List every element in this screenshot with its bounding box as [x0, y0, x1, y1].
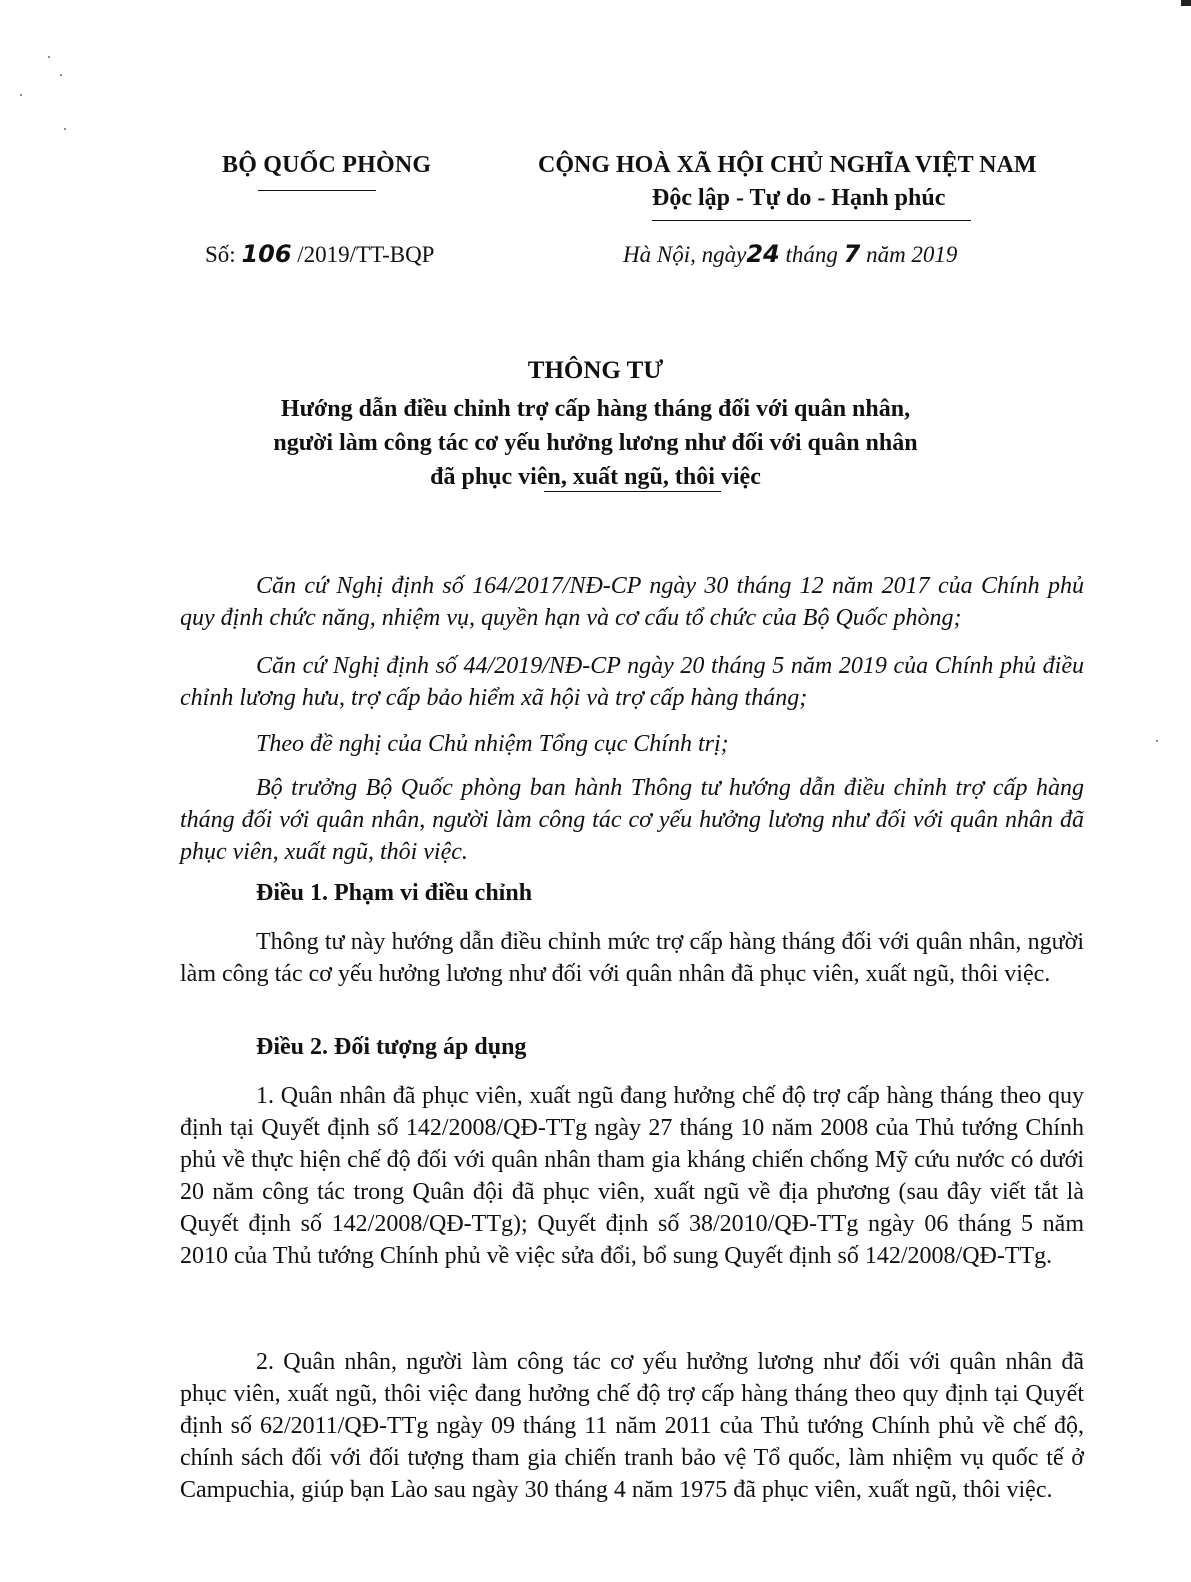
- preamble-paragraph: Căn cứ Nghị định số 44/2019/NĐ-CP ngày 20 tháng 5 năm 2019 của Chính phủ điều chỉnh lương hưu, trợ cấp bảo hiểm xã hội và trợ cấp hàng tháng;: [180, 653, 1084, 711]
- subtitle-line: đã phục viên, xuất ngũ, thôi việc: [430, 464, 761, 490]
- document-subtitle: [0, 392, 1191, 494]
- ministry-name: BỘ QUỐC PHÒNG: [222, 152, 432, 178]
- document-number: [205, 240, 434, 268]
- date-month: 7: [843, 240, 861, 268]
- scan-speck: [48, 56, 50, 58]
- document-type: THÔNG TƯ: [527, 357, 664, 384]
- date-day: 24: [746, 240, 780, 268]
- date-place: Hà Nội, ngày: [623, 242, 747, 267]
- subtitle-line: Hướng dẫn điều chỉnh trợ cấp hàng tháng đối với quân nhân,: [280, 396, 911, 422]
- national-motto: Độc lập - Tự do - Hạnh phúc: [652, 185, 946, 211]
- ministry-underline: [258, 190, 376, 191]
- preamble-paragraph: Căn cứ Nghị định số 164/2017/NĐ-CP ngày 30 tháng 12 năm 2017 của Chính phủ quy định chức năng, nhiệm vụ, quyền hạn và cơ cấu tổ chức của Bộ Quốc phòng;: [180, 573, 1084, 631]
- article-2-item: 2. Quân nhân, người làm công tác cơ yếu hưởng lương như đối với quân nhân đã phục viên, xuất ngũ, thôi việc đang hưởng chế độ trợ cấp hàng tháng theo quy định tại Quyết định số 62/2011/QĐ-TTg ngày 09 tháng 11 năm 2011 của Thủ tướng Chính phủ về chế độ, chính sách đối với đối tượng tham gia chiến tranh bảo vệ Tổ quốc, làm nhiệm vụ quốc tế ở Campuchia, giúp bạn Lào sau ngày 30 tháng 4 năm 1975 đã phục viên, xuất ngũ, thôi việc.: [180, 1349, 1084, 1503]
- doc-number-handwritten: 106: [241, 240, 292, 268]
- doc-number-prefix: Số:: [205, 242, 236, 267]
- date-year: năm 2019: [866, 242, 958, 267]
- scan-speck: [20, 94, 22, 96]
- scan-speck: [1156, 740, 1158, 742]
- preamble-paragraph: Theo đề nghị của Chủ nhiệm Tổng cục Chính trị;: [256, 731, 729, 757]
- article-1-text: Thông tư này hướng dẫn điều chỉnh mức trợ cấp hàng tháng đối với quân nhân, người làm công tác cơ yếu hưởng lương như đối với quân nhân đã phục viên, xuất ngũ, thôi việc.: [180, 929, 1084, 987]
- subtitle-line: người làm công tác cơ yếu hưởng lương như đối với quân nhân: [273, 430, 918, 456]
- scan-edge-mark: [1181, 0, 1191, 6]
- article-1-heading: Điều 1. Phạm vi điều chỉnh: [256, 880, 533, 906]
- country-name: CỘNG HOÀ XÃ HỘI CHỦ NGHĨA VIỆT NAM: [538, 152, 1037, 178]
- subtitle-underline: [544, 491, 721, 492]
- motto-underline: [652, 220, 971, 221]
- scan-speck: [60, 74, 62, 76]
- article-2-item: 1. Quân nhân đã phục viên, xuất ngũ đang hưởng chế độ trợ cấp hàng tháng theo quy định tại Quyết định số 142/2008/QĐ-TTg ngày 27 tháng 10 năm 2008 của Thủ tướng Chính phủ về thực hiện chế độ đối với quân nhân tham gia kháng chiến chống Mỹ cứu nước có dưới 20 năm công tác trong Quân đội đã phục viên, xuất ngũ về địa phương (sau đây viết tắt là Quyết định số 142/2008/QĐ-TTg); Quyết định số 38/2010/QĐ-TTg ngày 06 tháng 5 năm 2010 của Thủ tướng Chính phủ về việc sửa đổi, bổ sung Quyết định số 142/2008/QĐ-TTg.: [180, 1083, 1084, 1269]
- article-2-heading: Điều 2. Đối tượng áp dụng: [256, 1034, 527, 1060]
- date-month-label: tháng: [785, 242, 838, 267]
- doc-number-suffix: /2019/TT-BQP: [297, 242, 435, 267]
- scan-speck: [64, 128, 66, 130]
- preamble-paragraph: Bộ trưởng Bộ Quốc phòng ban hành Thông tư hướng dẫn điều chỉnh trợ cấp hàng tháng đối với quân nhân, người làm công tác cơ yếu hưởng lương như đối với quân nhân đã phục viên, xuất ngũ, thôi việc.: [180, 775, 1084, 865]
- date-line: [623, 240, 957, 268]
